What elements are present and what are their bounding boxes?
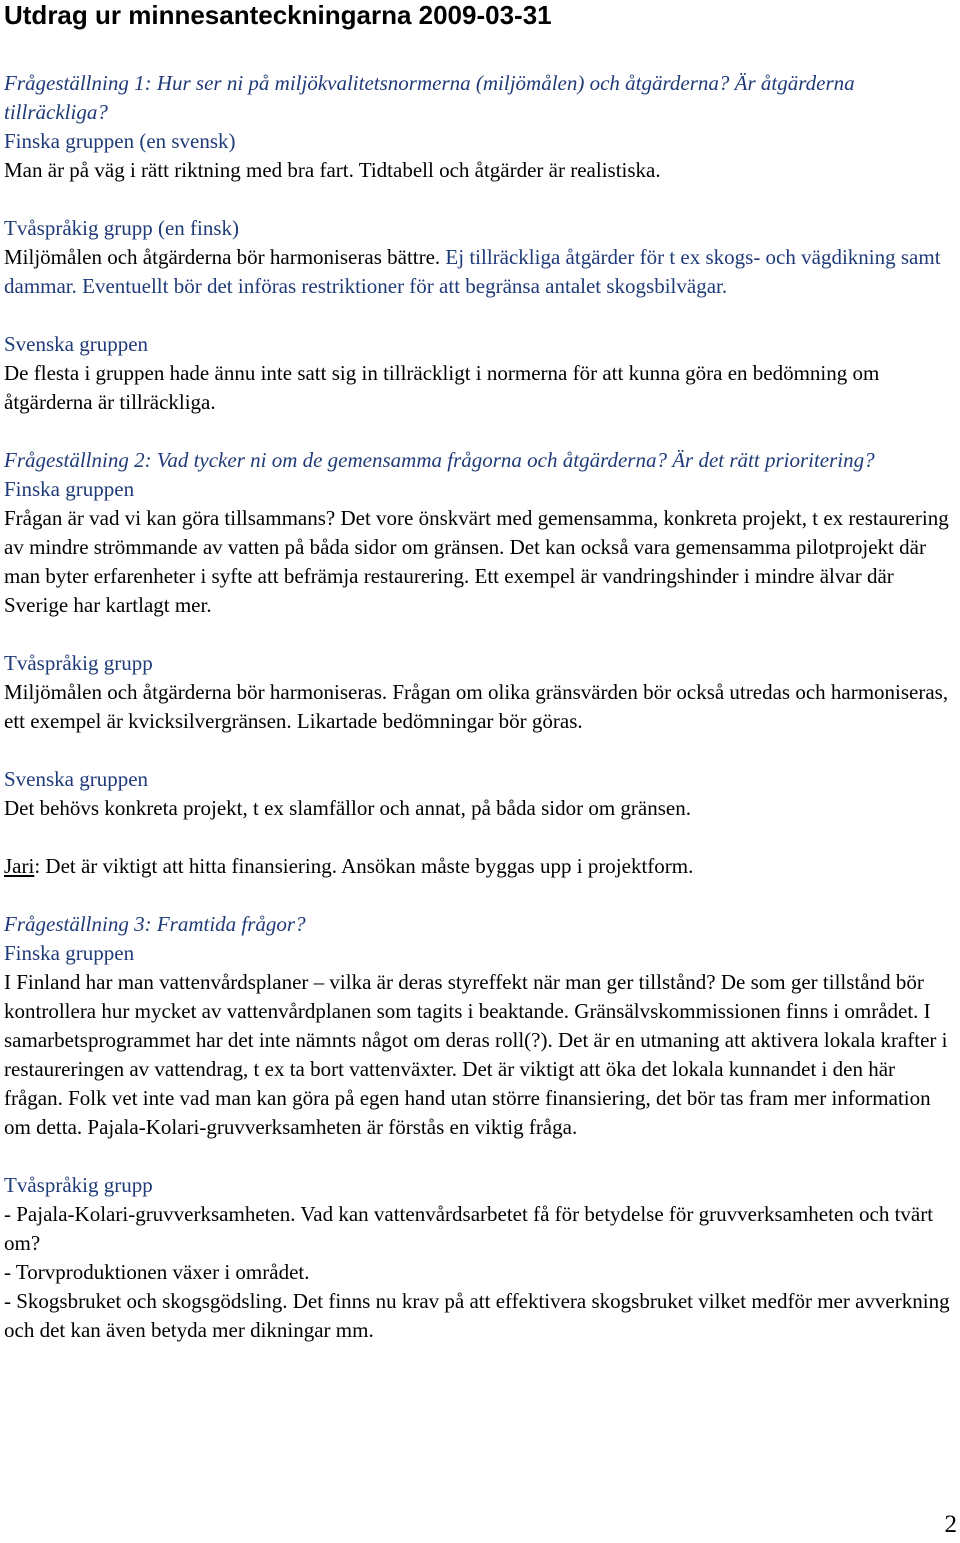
group-label-tva-1: Tvåspråkig grupp (en finsk) xyxy=(4,216,240,240)
question-2: Frågeställning 2: Vad tycker ni om de gemensamma frågorna och åtgärderna? Är det rätt prioritering? xyxy=(4,448,875,472)
finska-text-2: Frågan är vad vi kan göra tillsammans? Det vore önskvärt med gemensamma, konkreta projekt, t ex restaurering av mindre strömmande av vatten på båda sidor om gränsen. Det kan också vara gemensamma pilotprojekt där man byter erfarenheter i syfte att befrämja restaurering. Ett exempel är vandringshinder i mindre älvar där Sverige har kartlagt mer. xyxy=(4,506,949,617)
group-label-finska-2: Finska gruppen xyxy=(4,477,135,501)
svenska-text-2: Det behövs konkreta projekt, t ex slamfällor och annat, på båda sidor om gränsen. xyxy=(4,796,691,820)
tva-item-2: - Torvproduktionen växer i området. xyxy=(4,1260,310,1284)
group-label-tva-3: Tvåspråkig grupp xyxy=(4,1173,153,1197)
document-title: Utdrag ur minnesanteckningarna 2009-03-31 xyxy=(4,0,552,30)
group-label-svenska-1: Svenska gruppen xyxy=(4,332,149,356)
tva-text-2: Miljömålen och åtgärderna bör harmoniseras. Frågan om olika gränsvärden bör också utredas och harmoniseras, ett exempel är kvicksilvergränsen. Likartade bedömningar bör göras. xyxy=(4,680,949,733)
group-label-svenska-2: Svenska gruppen xyxy=(4,767,149,791)
tva-text-1-part-3: Eventuellt bör det införas restriktioner för att begränsa antalet skogsbilvägar. xyxy=(76,274,728,298)
svenska-text-1: De flesta i gruppen hade ännu inte satt sig in tillräckligt i normerna för att kunna göra en bedömning om åtgärderna är tillräckliga. xyxy=(4,361,880,414)
question-3: Frågeställning 3: Framtida frågor? xyxy=(4,912,306,936)
document-page xyxy=(4,0,956,1345)
finska-text-3: I Finland har man vattenvårdsplaner – vilka är deras styreffekt när man ger tillstånd? De som ger tillstånd bör kontrollera hur mycket av vattenvårdplanen som tagits i beaktande. Gränsälvskommissionen finns i området. I samarbetsprogrammet har det inte nämnts något om deras roll(?). Det är en utmaning att aktivera lokala krafter i restaureringen av vattendrag, t ex ta bort vattenväxter. Det är viktigt att öka det lokala kunnandet i den här frågan. Folk vet inte vad man kan göra på egen hand utan större finansiering, det bör tas fram mer information om detta. Pajala-Kolari-gruvverksamheten är förstås en viktig fråga. xyxy=(4,970,948,1139)
page-number: 2 xyxy=(944,1511,957,1538)
tva-text-1 xyxy=(4,243,956,301)
jari-name: Jari xyxy=(4,854,35,878)
jari-comment xyxy=(4,852,956,881)
question-1: Frågeställning 1: Hur ser ni på miljökvalitetsnormerna (miljömålen) och åtgärderna? Är åtgärderna tillräckliga? xyxy=(4,71,855,124)
group-label-finska-3: Finska gruppen xyxy=(4,941,135,965)
finska-text-1: Man är på väg i rätt riktning med bra fart. Tidtabell och åtgärder är realistiska. xyxy=(4,158,661,182)
group-label-finska-1: Finska gruppen (en svensk) xyxy=(4,129,236,153)
group-label-tva-2: Tvåspråkig grupp xyxy=(4,651,153,675)
tva-text-1-part-1: Miljömålen och åtgärderna bör harmoniseras bättre. xyxy=(4,245,441,269)
tva-item-3: - Skogsbruket och skogsgödsling. Det finns nu krav på att effektivera skogsbruket vilket medför mer avverkning och det kan även betyda mer dikningar mm. xyxy=(4,1289,950,1342)
tva-item-1: - Pajala-Kolari-gruvverksamheten. Vad kan vattenvårdsarbetet få för betydelse för gruvverksamheten och tvärt om? xyxy=(4,1202,934,1255)
jari-text: : Det är viktigt att hitta finansiering. Ansökan måste byggas upp i projektform. xyxy=(34,854,694,878)
tva-text-1-part-2: Ej tillräckliga åtgärder för t ex skogs- och vägdikning samt dammar. xyxy=(4,245,941,298)
